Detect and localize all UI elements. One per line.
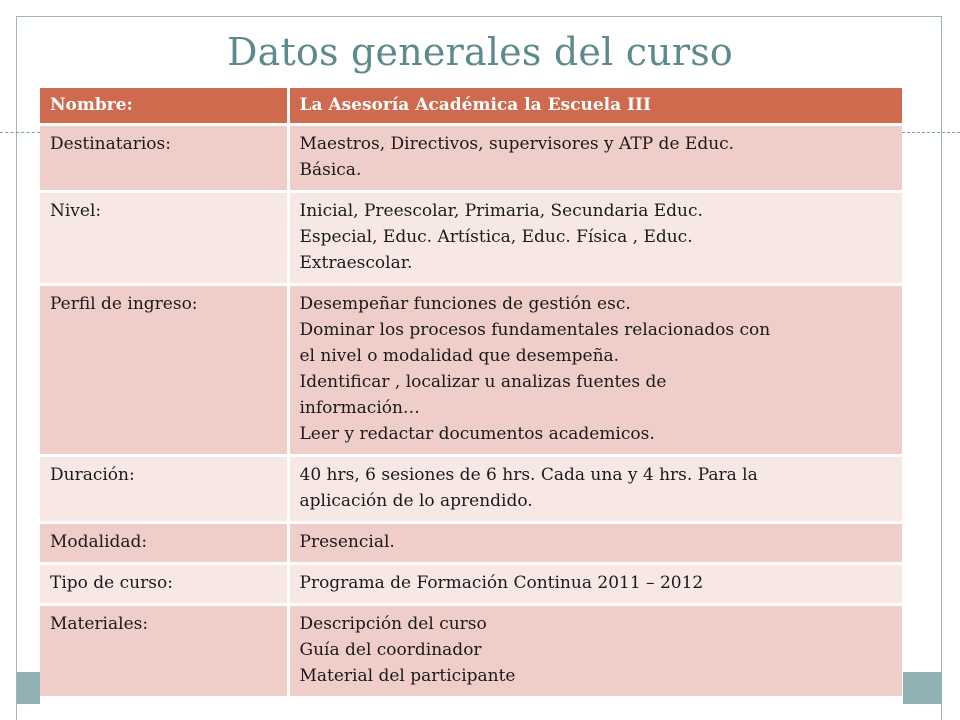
header-key-cell: Nombre: [40, 88, 288, 125]
row-value [288, 456, 902, 523]
row-value-line: 40 hrs, 6 sesiones de 6 hrs. Cada una y 4 hrs. Para la [299, 465, 758, 485]
row-key: Materiales: [40, 605, 288, 698]
footer-bar-left [17, 672, 40, 704]
row-value-line: Presencial. [299, 532, 395, 552]
table-row [40, 523, 902, 564]
table-row [40, 605, 902, 698]
row-key: Duración: [40, 456, 288, 523]
row-value [288, 125, 902, 192]
row-value-line: aplicación de lo aprendido. [299, 491, 533, 511]
row-key: Nivel: [40, 192, 288, 285]
table-row [40, 285, 902, 456]
footer-bar-right [903, 672, 942, 704]
divider-line-left [0, 132, 40, 133]
row-value [288, 564, 902, 605]
row-value-line: el nivel o modalidad que desempeña. [299, 346, 620, 366]
row-value-line: Inicial, Preescolar, Primaria, Secundaria Educ. [299, 201, 703, 221]
table-header-row [40, 88, 902, 125]
row-value-line: Guía del coordinador [299, 640, 482, 660]
row-value [288, 192, 902, 285]
table-row [40, 564, 902, 605]
row-value-line: Básica. [299, 160, 362, 180]
row-key: Modalidad: [40, 523, 288, 564]
table-row [40, 125, 902, 192]
row-value-line: Descripción del curso [299, 614, 487, 634]
row-value-line: Leer y redactar documentos academicos. [299, 424, 655, 444]
row-value-line: Extraescolar. [299, 253, 413, 273]
table-row [40, 192, 902, 285]
row-value-line: Material del participante [299, 666, 516, 686]
row-value-line: Identificar , localizar u analizas fuentes de [299, 372, 667, 392]
table-row [40, 456, 902, 523]
row-key: Perfil de ingreso: [40, 285, 288, 456]
row-value-line: Maestros, Directivos, supervisores y ATP de Educ. [299, 134, 735, 154]
row-value-line: Programa de Formación Continua 2011 – 2012 [299, 573, 704, 593]
page-title: Datos generales del curso [226, 30, 733, 74]
row-value [288, 285, 902, 456]
row-value [288, 605, 902, 698]
row-value-line: Desempeñar funciones de gestión esc. [299, 294, 631, 314]
divider-line-right [902, 132, 960, 133]
row-value-line: información… [299, 398, 420, 418]
row-key: Destinatarios: [40, 125, 288, 192]
row-value-line: Dominar los procesos fundamentales relacionados con [299, 320, 771, 340]
row-value [288, 523, 902, 564]
row-value-line: Especial, Educ. Artística, Educ. Física , Educ. [299, 227, 693, 247]
row-key: Tipo de curso: [40, 564, 288, 605]
course-data-table [40, 88, 902, 699]
header-value-cell: La Asesoría Académica la Escuela III [288, 88, 902, 125]
